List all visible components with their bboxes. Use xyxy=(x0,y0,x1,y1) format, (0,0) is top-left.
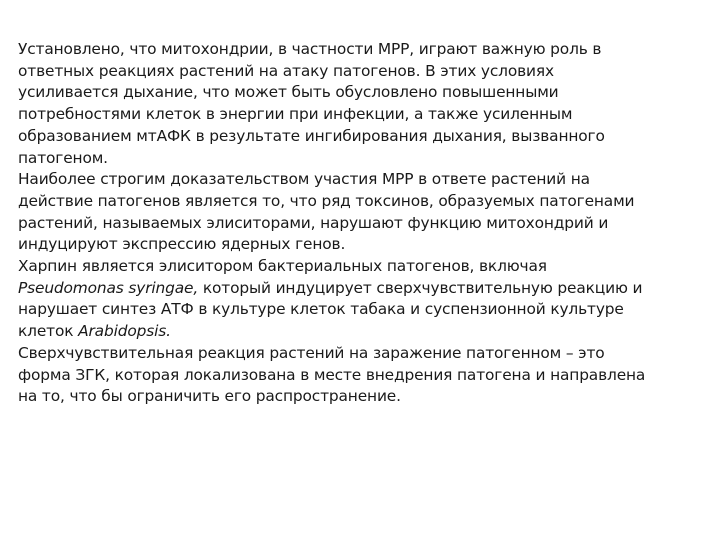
text-line xyxy=(18,321,708,343)
text-line: форма ЗГК, которая локализована в месте внедрения патогена и направлена xyxy=(18,365,646,384)
text-line: усиливается дыхание, что может быть обусловлено повышенными xyxy=(18,83,559,102)
paragraph-4 xyxy=(18,343,708,408)
text-line: индуцируют экспрессию ядерных генов. xyxy=(18,235,346,254)
text-line: патогеном. xyxy=(18,148,108,167)
body-text xyxy=(18,39,708,408)
text-line: Наиболее строгим доказательством участия МРР в ответе растений на xyxy=(18,170,590,189)
text-line: Сверхчувствительная реакция растений на заражение патогенном – это xyxy=(18,343,605,362)
text-line: Харпин является элиситором бактериальных патогенов, включая xyxy=(18,257,547,276)
text-line: растений, называемых элиситорами, нарушают функцию митохондрий и xyxy=(18,213,609,232)
text-line: ответных реакциях растений на атаку патогенов. В этих условиях xyxy=(18,61,554,80)
text-line: нарушает синтез АТФ в культуре клеток табака и суспензионной культуре xyxy=(18,300,624,319)
text-line: Установлено, что митохондрии, в частности МРР, играют важную роль в xyxy=(18,40,602,58)
text-run: который индуцирует сверхчувствительную реакцию и xyxy=(198,278,643,297)
species-name-italic: Pseudomonas syringae, xyxy=(18,278,199,297)
paragraph-3 xyxy=(18,256,708,343)
text-line: действие патогенов является то, что ряд токсинов, образуемых патогенами xyxy=(18,191,635,210)
text-line: на то, что бы ограничить его распространение. xyxy=(18,387,401,406)
paragraph-1 xyxy=(18,39,708,169)
text-line: образованием мтАФК в результате ингибирования дыхания, вызванного xyxy=(18,126,605,145)
text-run: клеток xyxy=(18,322,79,341)
text-line xyxy=(18,278,708,300)
text-line: потребностями клеток в энергии при инфекции, а также усиленным xyxy=(18,105,573,124)
paragraph-2 xyxy=(18,169,708,256)
genus-name-italic: Arabidopsis. xyxy=(78,322,171,341)
